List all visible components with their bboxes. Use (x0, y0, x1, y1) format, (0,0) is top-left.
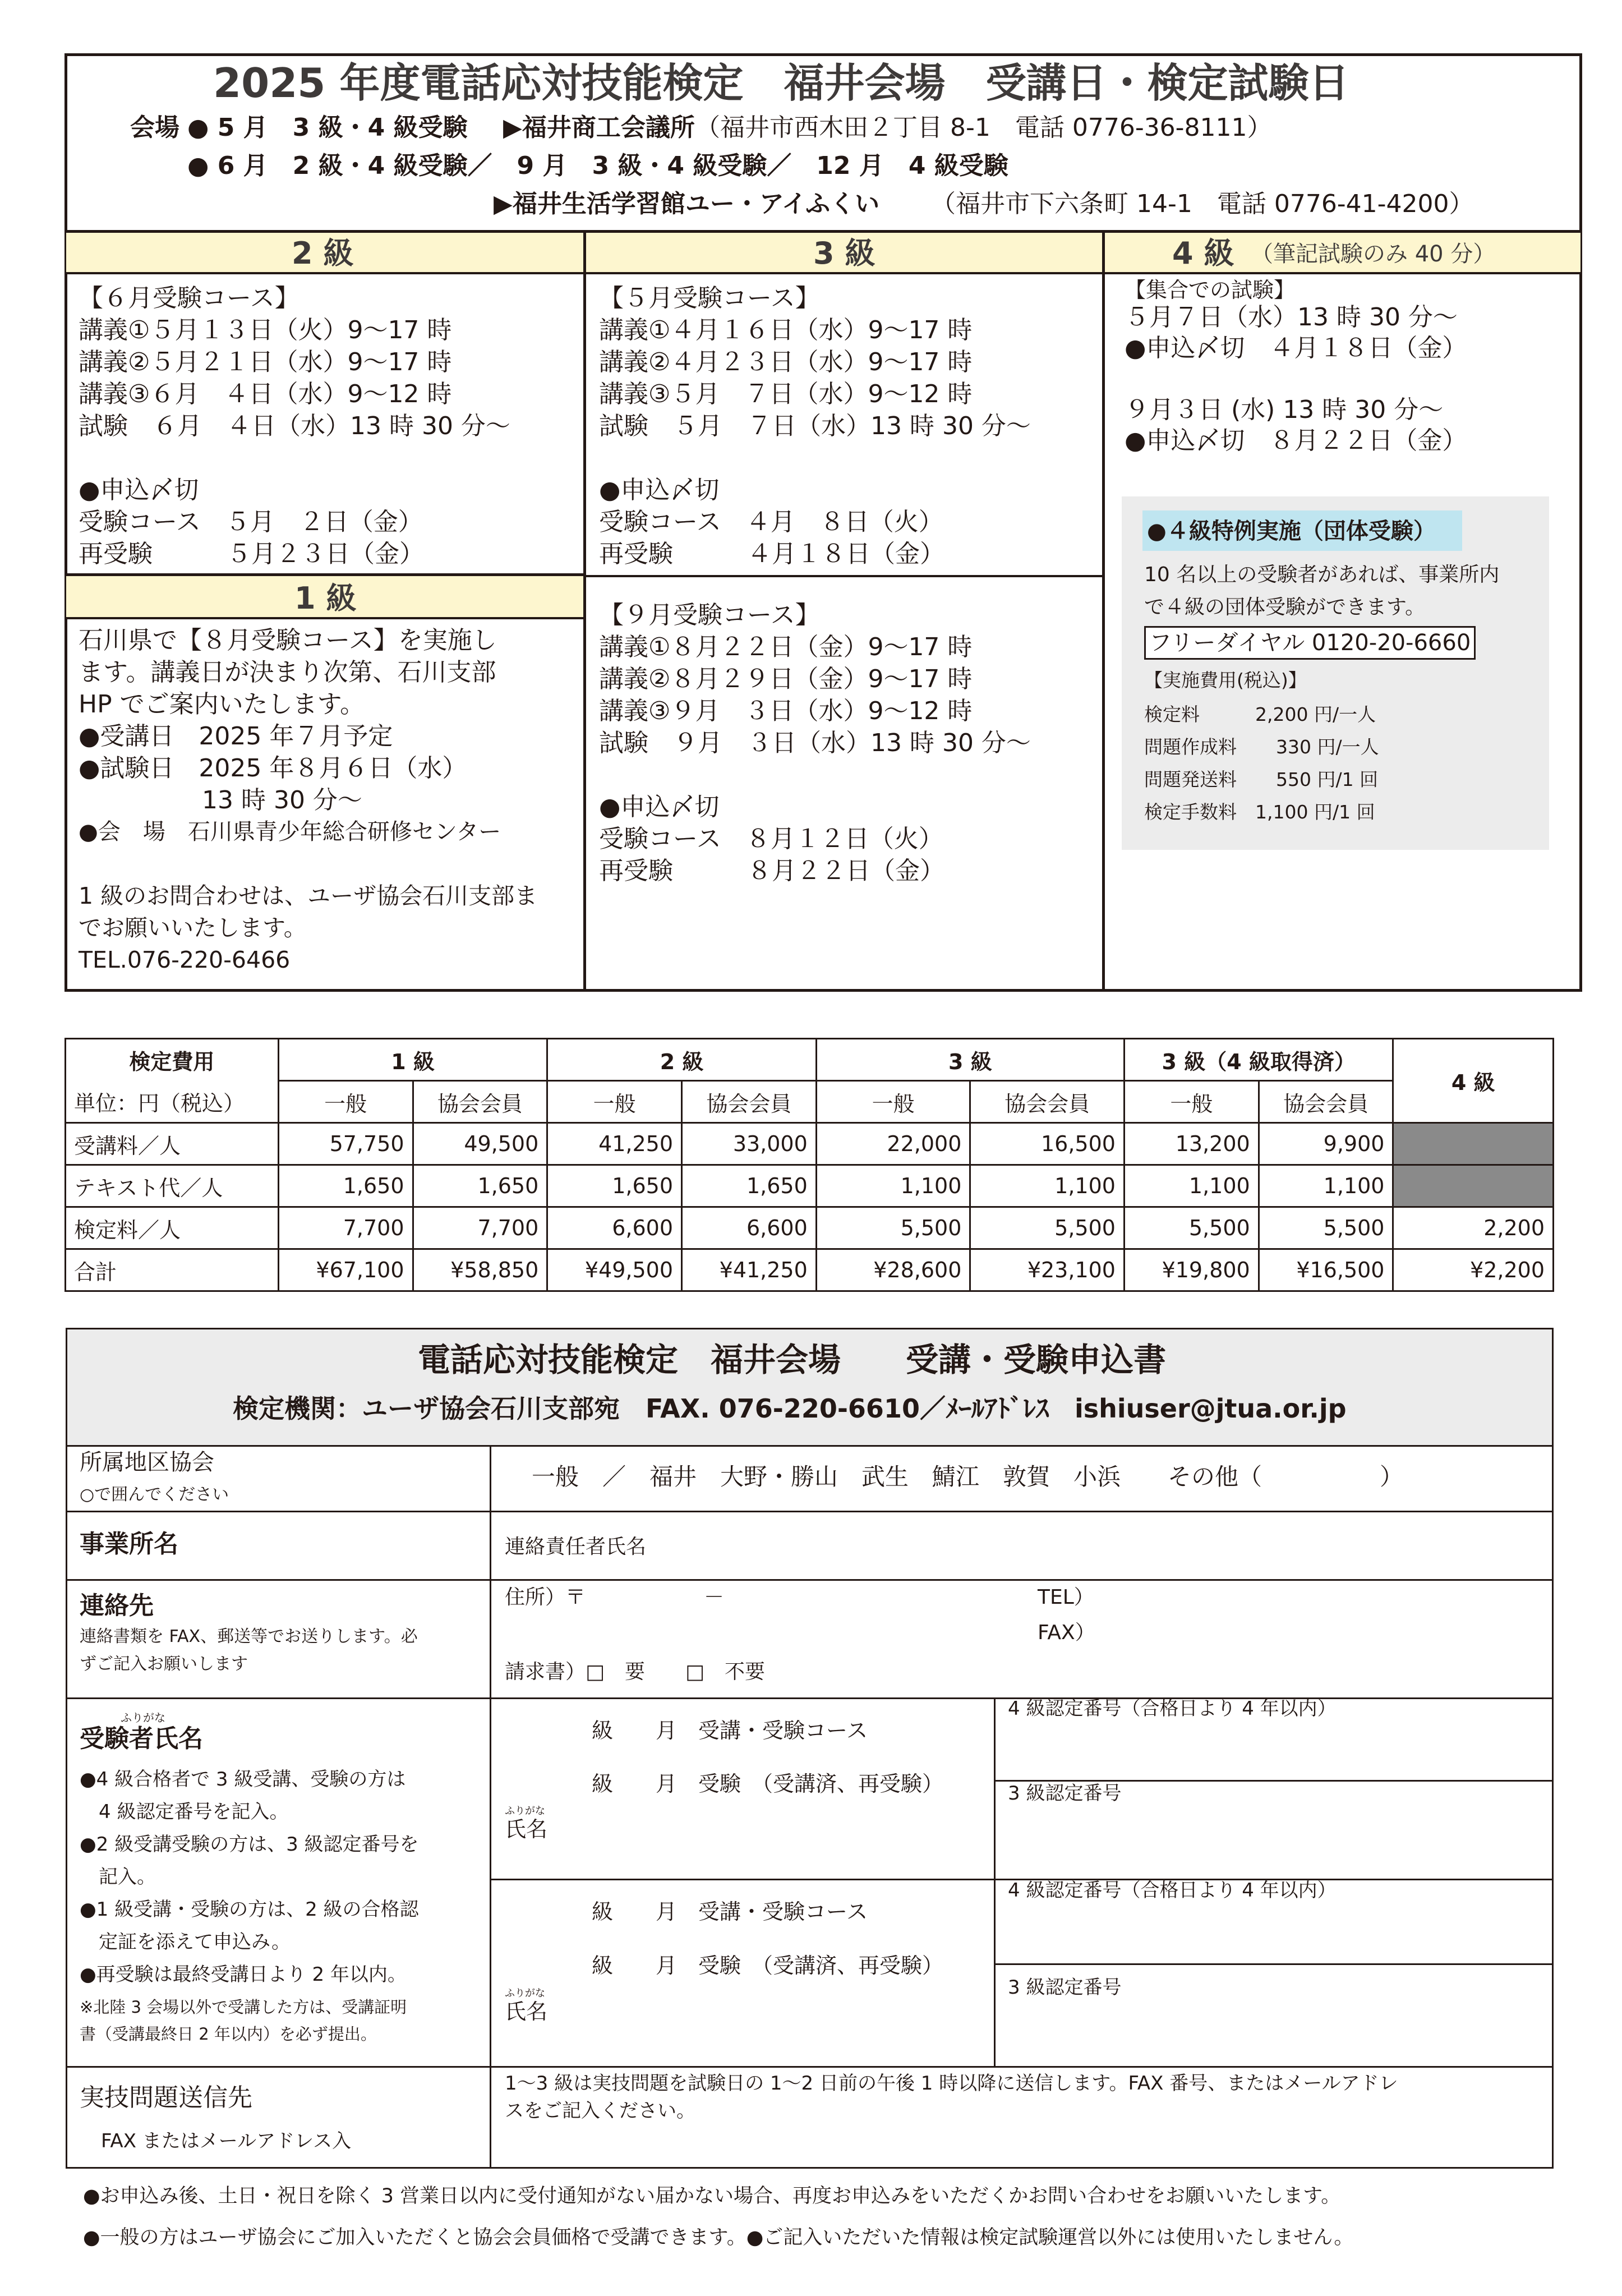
page-title: 2025 年度電話応対技能検定 福井会場 受講日・検定試験日 (213, 59, 1349, 107)
venue-line-2: ● 6 月 2 級・4 級受験／ 9 月 3 級・4 級受験／ 12 月 4 級受験 (187, 151, 1008, 180)
fee-cell: 13,200 (1124, 1123, 1259, 1165)
grade4-special-text-2: で４級の団体受験ができます。 (1144, 596, 1426, 619)
fee-cell: 1,650 (413, 1165, 547, 1207)
postal-dash: － (704, 1586, 725, 1609)
freedial-number: フリーダイヤル 0120-20-6660 (1144, 626, 1476, 660)
examinee-note: ※北陸 3 会場以外で受講した方は、受講証明 (80, 1998, 407, 2017)
invoice-checkboxes[interactable]: 請求書）□ 要 □ 不要 (505, 1660, 766, 1683)
venue-name-1: ▶福井商工会議所 (503, 113, 695, 142)
name-field[interactable]: 氏名 (505, 1817, 548, 1842)
fee-cell: 7,700 (278, 1207, 413, 1249)
practical-text: スをご記入ください。 (505, 2100, 695, 2122)
name-ruby: ふりがな (505, 1987, 545, 1999)
cost-label: 問題発送料 (1144, 769, 1237, 790)
divider (994, 1697, 996, 2066)
divider (1102, 230, 1105, 992)
grade2-line: 試験 ６月 ４日（水）13 時 30 分～ (79, 412, 510, 440)
grade4-title-note: （筆記試験のみ 40 分） (1251, 241, 1496, 267)
address-field[interactable]: 住所）〒 (505, 1586, 586, 1609)
fee-cell: 7,700 (413, 1207, 547, 1249)
fee-cell: 6,600 (547, 1207, 682, 1249)
examinee-note: ●2 級受講受験の方は、3 級認定番号を (80, 1833, 419, 1856)
grade3-line: 講義③９月 ３日（水）9～12 時 (599, 697, 973, 725)
fee-corner-unit: 単位：円（税込） (66, 1081, 279, 1123)
grade3-line: 再受験 ８月２２日（金） (599, 857, 944, 885)
examinee-note: ●1 級受講・受験の方は、2 級の合格認 (80, 1898, 419, 1921)
fee-sub-header: 協会会員 (682, 1081, 817, 1123)
divider (64, 617, 586, 619)
fee-cell: 1,100 (970, 1165, 1125, 1207)
grade1-line: でお願いいたします。 (79, 914, 307, 941)
examinee-note: 4 級認定番号を記入。 (80, 1801, 289, 1823)
grade2-line: 講義①５月１３日（火）9～17 時 (79, 316, 452, 344)
tel-field[interactable]: TEL） (1038, 1586, 1094, 1609)
grade2-line: 受験コース ５月 ２日（金） (79, 508, 423, 536)
grade2-line: 講義②５月２１日（水）9～17 時 (79, 348, 452, 376)
cost-value: 1,100 円/1 回 (1255, 801, 1375, 823)
divider (64, 272, 1582, 274)
divider (583, 230, 586, 992)
grade2-schedule (79, 282, 510, 570)
examinee-note: 定証を添えて申込み。 (80, 1931, 291, 1953)
cert4-field[interactable]: 4 級認定番号（合格日より 4 年以内） (1008, 1879, 1337, 1902)
cert3-field[interactable]: 3 級認定番号 (1008, 1782, 1122, 1805)
grade3-line: 講義②８月２９日（金）9～17 時 (599, 665, 973, 693)
fee-total-row (66, 1249, 1554, 1291)
exam-selector[interactable]: 級 月 受験 （受講済、再受験） (592, 1953, 944, 1978)
grade1-line: ●受講日 2025 年７月予定 (79, 722, 393, 751)
fee-cell: 49,500 (413, 1123, 547, 1165)
practical-label: 実技問題送信先 (80, 2083, 252, 2112)
grade1-line: ●会 場 石川県青少年総合研修センター (79, 819, 501, 845)
footer-note: ●一般の方はユーザ協会にご加入いただくと協会会員価格で受講できます。●ご記入いただいた情報は検定試験運営以外には使用いたしません。 (83, 2226, 1354, 2249)
fee-row-label: 合計 (66, 1249, 279, 1291)
divider (490, 1445, 491, 2169)
name-ruby: ふりがな (505, 1805, 545, 1817)
grade4-special-title: ●４級特例実施（団体受験） (1147, 518, 1436, 544)
fee-header-row (66, 1039, 1554, 1081)
grade1-line: 13 時 30 分～ (79, 786, 362, 815)
grade4-line: ５月７日（水）13 時 30 分～ (1125, 303, 1458, 332)
fee-cell-shaded (1393, 1123, 1554, 1165)
fee-cell: 5,500 (1259, 1207, 1393, 1249)
fee-sub-header: 一般 (1124, 1081, 1259, 1123)
contact-label: 連絡先 (80, 1591, 154, 1620)
fee-cell: ¥23,100 (970, 1249, 1125, 1291)
grade1-line: ます。講義日が決まり次第、石川支部 (79, 658, 496, 687)
fee-cell: 2,200 (1393, 1207, 1554, 1249)
fee-cell: ¥49,500 (547, 1249, 682, 1291)
company-label: 事業所名 (80, 1530, 178, 1558)
fee-cell: 1,650 (682, 1165, 817, 1207)
grade3-line: 講義②４月２３日（水）9～17 時 (599, 348, 973, 376)
divider (66, 1511, 1554, 1512)
grade1-line: HP でご案内いたします。 (79, 690, 365, 719)
grade4-schedule (1125, 275, 1467, 456)
fee-sub-header: 一般 (278, 1081, 413, 1123)
grade3-line (599, 759, 1031, 791)
fee-group-header: 2 級 (547, 1039, 817, 1081)
fee-table (64, 1038, 1554, 1292)
fee-cell: 5,500 (1124, 1207, 1259, 1249)
grade3-may-schedule (599, 282, 1031, 570)
fee-cell: ¥41,250 (682, 1249, 817, 1291)
fee-cell: ¥58,850 (413, 1249, 547, 1291)
grade3-line: ●申込〆切 (599, 793, 720, 821)
examinee-note: ●4 級合格者で 3 級受講、受験の方は (80, 1768, 406, 1791)
grade1-line (79, 848, 537, 880)
grade3-line: 試験 ９月 ３日（水）13 時 30 分～ (599, 729, 1031, 757)
grade3-line: 受験コース ４月 ８日（火） (599, 508, 943, 536)
fee-cell-shaded (1393, 1165, 1554, 1207)
grade1-title: 1 級 (294, 581, 357, 616)
fee-row (66, 1207, 1554, 1249)
fee-group-header: 4 級 (1393, 1039, 1554, 1123)
grade3-title: 3 級 (813, 236, 875, 271)
grade3-sep-schedule (599, 599, 1031, 887)
fee-cell: 57,750 (278, 1123, 413, 1165)
grade4-special-text-1: 10 名以上の受験者があれば、事業所内 (1144, 563, 1500, 586)
venue-name-2: ▶福井生活学習館ユー・アイふくい (494, 190, 880, 218)
fax-field[interactable]: FAX） (1038, 1621, 1095, 1644)
examinee-label: 受験者氏名 (80, 1724, 203, 1753)
grade4-line: ●申込〆切 ４月１８日（金） (1125, 334, 1467, 362)
fee-sub-header: 協会会員 (970, 1081, 1125, 1123)
examinee-note: ●再受験は最終受講日より 2 年以内。 (80, 1963, 407, 1986)
cost-value: 330 円/一人 (1276, 736, 1379, 758)
fee-cell: ¥2,200 (1393, 1249, 1554, 1291)
grade2-line: 【６月受験コース】 (79, 284, 299, 312)
course-selector[interactable]: 級 月 受講・受験コース (592, 1718, 868, 1743)
form-subtitle: 検定機関：ユーザ協会石川支部宛 FAX. 076-220-6610／ﾒｰﾙｱﾄﾞﾚｽ ishiuser@jtua.or.jp (233, 1393, 1347, 1424)
grade3-line: 受験コース ８月１２日（火） (599, 825, 943, 853)
examinee-ruby: ふりがな (121, 1711, 165, 1724)
cost-value: 550 円/1 回 (1276, 769, 1379, 790)
fee-cell: 41,250 (547, 1123, 682, 1165)
grade3-line: 再受験 ４月１８日（金） (599, 540, 944, 568)
grade3-line: 【９月受験コース】 (599, 601, 820, 629)
grade1-line: 1 級のお問合わせは、ユーザ協会石川支部ま (79, 882, 538, 909)
grade3-line: 【５月受験コース】 (599, 284, 820, 312)
fee-cell: 1,650 (547, 1165, 682, 1207)
grade2-line (79, 442, 510, 474)
footer-note: ●お申込み後、土日・祝日を除く 3 営業日以内に受付通知がない届かない場合、再度お申込みをいただくかお問い合わせをお願いいたします。 (83, 2185, 1341, 2207)
grade1-line: TEL.076-220-6466 (79, 946, 291, 973)
fee-sub-header: 協会会員 (1259, 1081, 1393, 1123)
contact-note: 連絡書類を FAX、郵送等でお送りします。必 (80, 1627, 418, 1646)
grade3-line: 試験 ５月 ７日（水）13 時 30 分～ (599, 412, 1031, 440)
fee-cell: ¥16,500 (1259, 1249, 1393, 1291)
fee-cell: 1,100 (816, 1165, 970, 1207)
divider (66, 1579, 1554, 1581)
fee-group-header: 1 級 (278, 1039, 547, 1081)
grade4-cost-title: 【実施費用(税込)】 (1144, 669, 1307, 691)
fee-sub-header: 協会会員 (413, 1081, 547, 1123)
region-label: 所属地区協会 (80, 1450, 214, 1475)
cost-label: 検定手数料 (1144, 801, 1237, 823)
grade4-line: ●申込〆切 ８月２２日（金） (1125, 426, 1467, 455)
venue-line-1: ● 5 月 3 級・4 級受験 (187, 113, 468, 142)
cost-value: 2,200 円/一人 (1255, 703, 1376, 725)
divider (66, 2066, 1554, 2068)
grade4-line: 【集合での試験】 (1125, 278, 1296, 302)
grade3-line: ●申込〆切 (599, 476, 720, 504)
form-title: 電話応対技能検定 福井会場 受講・受験申込書 (418, 1341, 1167, 1379)
fee-cell: 5,500 (970, 1207, 1125, 1249)
cert3-field[interactable]: 3 級認定番号 (1008, 1976, 1122, 1999)
venue-address-1: （福井市西木田２丁目 8-1 電話 0776-36-8111） (695, 113, 1272, 142)
fee-row (66, 1165, 1554, 1207)
grade2-line: ●申込〆切 (79, 476, 199, 504)
grade2-title: 2 級 (292, 236, 354, 271)
divider (64, 230, 1582, 233)
divider (583, 575, 1105, 577)
grade3-line: 講義③５月 ７日（水）9～12 時 (599, 380, 973, 408)
exam-selector[interactable]: 級 月 受験 （受講済、再受験） (592, 1772, 944, 1796)
name-field[interactable]: 氏名 (505, 1999, 548, 2024)
fee-row-label: 検定料／人 (66, 1207, 279, 1249)
grade3-line (599, 442, 1031, 474)
grade1-line: 石川県で【８月受験コース】を実施し (79, 626, 497, 655)
fee-row (66, 1123, 1554, 1165)
examinee-notes (80, 1763, 419, 2045)
grade1-line: ●試験日 2025 年８月６日（水） (79, 754, 467, 783)
grade4-title: 4 級 (1172, 236, 1234, 271)
fee-sub-header: 一般 (547, 1081, 682, 1123)
fee-row-label: テキスト代／人 (66, 1165, 279, 1207)
grade3-line: 講義①４月１６日（水）9～17 時 (599, 316, 973, 344)
fee-cell: 1,650 (278, 1165, 413, 1207)
fee-cell: 16,500 (970, 1123, 1125, 1165)
practical-text[interactable]: 1～3 級は実技問題を試験日の 1～2 日前の午後 1 時以降に送信します。FAX 番号、またはメールアドレ (505, 2072, 1398, 2095)
fee-subheader-row (66, 1081, 1554, 1123)
fee-cell: 5,500 (816, 1207, 970, 1249)
fee-cell: 33,000 (682, 1123, 817, 1165)
grade3-line: 講義①８月２２日（金）9～17 時 (599, 633, 973, 661)
fee-group-header: 3 級（4 級取得済） (1124, 1039, 1393, 1081)
cert4-field[interactable]: 4 級認定番号（合格日より 4 年以内） (1008, 1697, 1337, 1720)
fee-cell: 9,900 (1259, 1123, 1393, 1165)
region-options[interactable]: 一般 ／ 福井 大野・勝山 武生 鯖江 敦賀 小浜 その他（ ） (532, 1463, 1404, 1490)
grade4-line (1125, 364, 1467, 394)
fee-cell: 1,100 (1259, 1165, 1393, 1207)
fee-cell: 22,000 (816, 1123, 970, 1165)
fee-corner-title: 検定費用 (66, 1039, 279, 1081)
grade2-line: 再受験 ５月２３日（金） (79, 540, 424, 568)
examinee-note: 記入。 (80, 1866, 156, 1888)
contact-note: ずご記入お願いします (80, 1654, 248, 1674)
fee-cell: ¥67,100 (278, 1249, 413, 1291)
practical-note: FAX またはメールアドレス入 (101, 2130, 352, 2152)
fee-cell: ¥28,600 (816, 1249, 970, 1291)
venue-address-2: （福井市下六条町 14-1 電話 0776-41-4200） (931, 190, 1474, 218)
fee-cell: ¥19,800 (1124, 1249, 1259, 1291)
region-note: ○で囲んでください (80, 1485, 229, 1504)
fee-sub-header: 一般 (816, 1081, 970, 1123)
grade2-line: 講義③６月 ４日（水）9～12 時 (79, 380, 452, 408)
course-selector[interactable]: 級 月 受講・受験コース (592, 1899, 868, 1924)
examinee-note: 書（受講最終日 2 年以内）を必ず提出。 (80, 2024, 377, 2044)
venue-label: 会場 (130, 113, 179, 142)
fee-group-header: 3 級 (816, 1039, 1124, 1081)
fee-cell: 6,600 (682, 1207, 817, 1249)
grade1-info (79, 624, 537, 976)
cost-label: 問題作成料 (1144, 736, 1237, 758)
fee-row-label: 受講料／人 (66, 1123, 279, 1165)
grade4-line: ９月３日 (水) 13 時 30 分～ (1125, 395, 1444, 424)
fee-cell: 1,100 (1124, 1165, 1259, 1207)
cost-label: 検定料 (1144, 703, 1200, 725)
divider (994, 1963, 1554, 1965)
contact-person-label[interactable]: 連絡責任者氏名 (505, 1535, 647, 1558)
